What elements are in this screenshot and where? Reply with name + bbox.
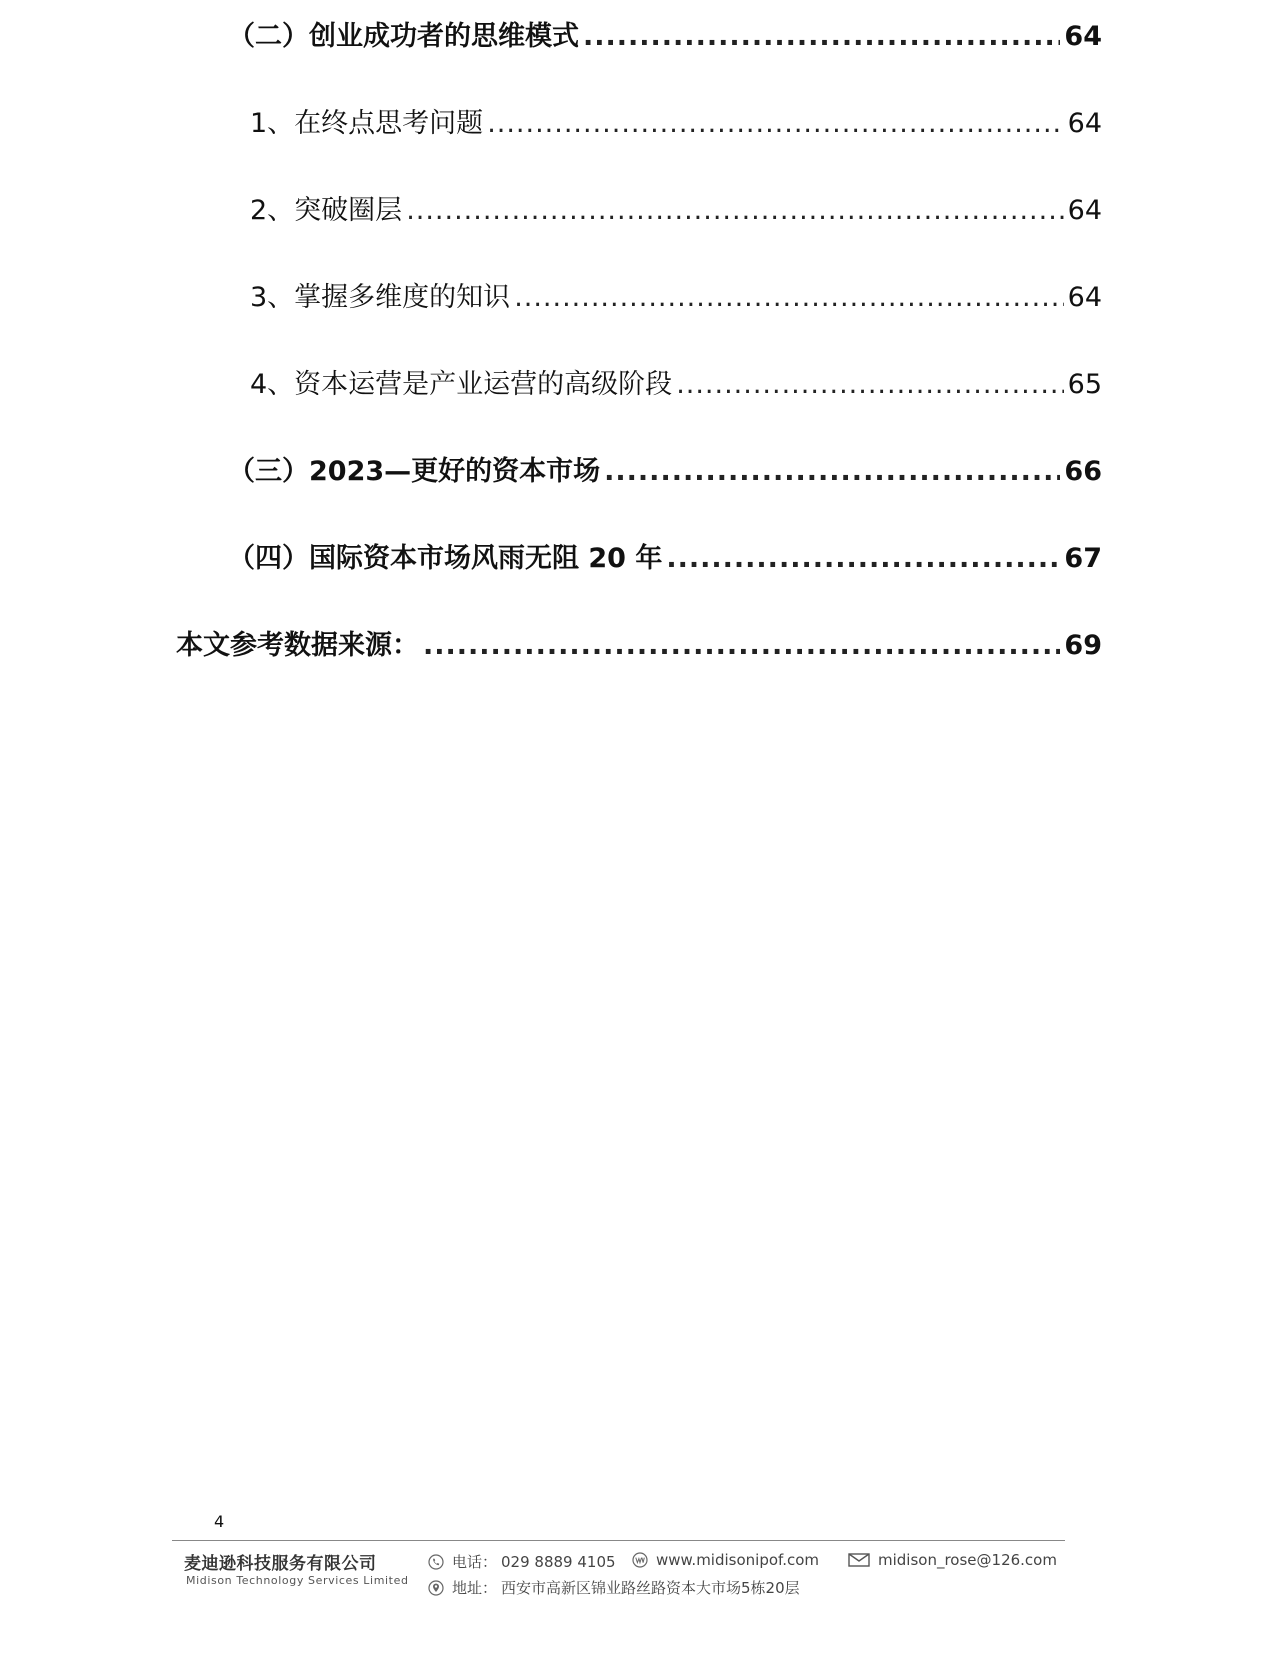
toc-leader-dots (406, 195, 1063, 226)
address-text: 西安市高新区锦业路丝路资本大市场5栋20层 (501, 1579, 800, 1597)
toc-entry-page: 66 (1064, 456, 1102, 487)
toc-entry-title: 3、掌握多维度的知识 (250, 282, 511, 313)
company-name-cn: 麦迪逊科技服务有限公司 (184, 1554, 377, 1574)
toc-entry-page: 65 (1067, 369, 1102, 400)
website-link[interactable]: www.midisonipof.com (656, 1551, 820, 1569)
toc-entry-title: 本文参考数据来源： (176, 630, 419, 661)
toc-leader-dots (666, 543, 1060, 574)
toc-entry-page: 64 (1067, 282, 1102, 313)
toc-leader-dots (604, 456, 1060, 487)
page-footer (184, 1549, 1064, 1609)
address-label: 地址： (452, 1579, 498, 1597)
toc-entry[interactable] (228, 536, 1102, 576)
phone-icon (428, 1554, 444, 1570)
footer-phone (428, 1551, 616, 1572)
toc-leader-dots (583, 21, 1060, 52)
phone-number: 029 8889 4105 (501, 1552, 616, 1571)
phone-label: 电话： (452, 1553, 498, 1571)
toc-entry-page: 64 (1067, 195, 1102, 226)
toc-entry-page: 67 (1064, 543, 1102, 574)
footer-website[interactable] (632, 1551, 819, 1569)
footer-address (428, 1577, 800, 1598)
toc-entry-title: 2、突破圈层 (250, 195, 403, 226)
toc-entry-title: （二）创业成功者的思维模式 (228, 21, 579, 52)
footer-divider (172, 1540, 1065, 1541)
email-link[interactable]: midison_rose@126.com (878, 1551, 1057, 1569)
toc-entry[interactable] (228, 14, 1102, 54)
company-name-en: Midison Technology Services Limited (186, 1574, 409, 1587)
toc-entry[interactable] (250, 275, 1102, 315)
toc-leader-dots (514, 282, 1063, 313)
location-pin-icon (428, 1580, 444, 1596)
toc-entry-page: 64 (1064, 21, 1102, 52)
toc-entry-title: （四）国际资本市场风雨无阻 20 年 (228, 543, 663, 574)
toc-entry-page: 64 (1067, 108, 1102, 139)
toc-entry-title: （三）2023—更好的资本市场 (228, 456, 601, 487)
toc-entry[interactable] (250, 101, 1102, 141)
toc-entry[interactable] (228, 449, 1102, 489)
toc-entry-title: 1、在终点思考问题 (250, 108, 484, 139)
toc-entry[interactable] (250, 362, 1102, 402)
web-icon (632, 1552, 648, 1568)
toc-entry-page: 69 (1064, 630, 1102, 661)
page-number: 4 (214, 1512, 225, 1531)
mail-icon (848, 1553, 870, 1567)
toc-entry-title: 4、资本运营是产业运营的高级阶段 (250, 369, 673, 400)
toc-entry[interactable] (176, 623, 1102, 663)
toc-leader-dots (487, 108, 1063, 139)
footer-email[interactable] (848, 1551, 1057, 1569)
toc-leader-dots (423, 630, 1060, 661)
toc-leader-dots (676, 369, 1063, 400)
toc-entry[interactable] (250, 188, 1102, 228)
